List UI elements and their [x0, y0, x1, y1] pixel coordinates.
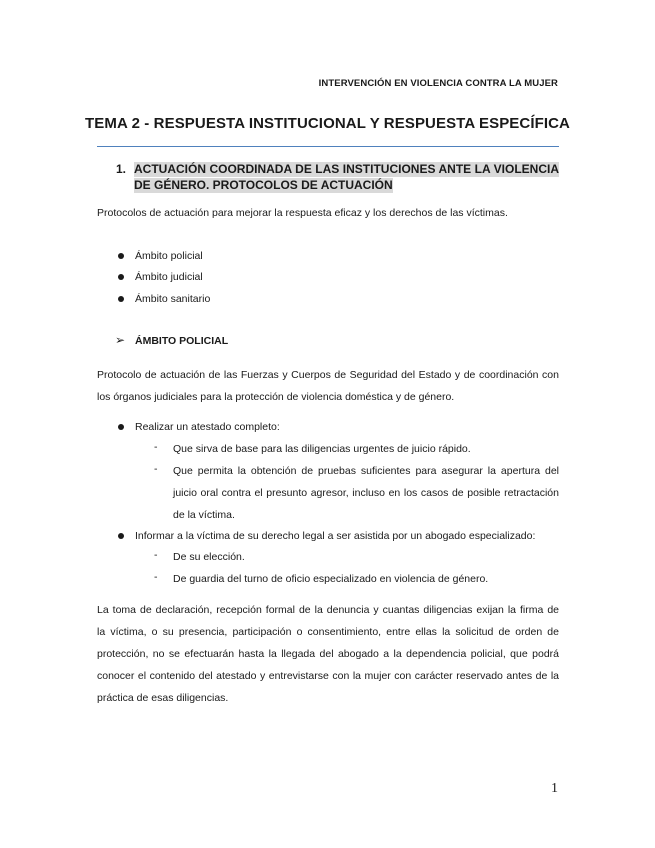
paragraph-line: los órganos judiciales para la protección de violencia doméstica y de género.	[97, 391, 455, 403]
policial-paragraph-1	[97, 364, 559, 408]
paragraph-line: de la víctima.	[173, 509, 235, 521]
bullet-icon	[118, 296, 124, 302]
dash-bullet-icon: -	[154, 571, 158, 583]
paragraph-line: protección, no se efectuarán hasta la llegada del abogado a la dependencia policial, que podrá	[97, 648, 559, 660]
paragraph-line: conocer el contenido del atestado y entrevistarse con la mujer con carácter reservado antes de la	[97, 670, 559, 682]
dash-bullet-icon: -	[154, 463, 158, 475]
dash-bullet-icon: -	[154, 549, 158, 561]
paragraph-line: Que permita la obtención de pruebas suficientes para asegurar la apertura del	[173, 465, 559, 477]
bullet-icon	[118, 424, 124, 430]
intro-paragraph	[97, 202, 559, 224]
running-header: INTERVENCIÓN EN VIOLENCIA CONTRA LA MUJER	[318, 78, 558, 89]
sub-item-juicio-rapido: Que sirva de base para las diligencias urgentes de juicio rápido.	[173, 443, 471, 455]
paragraph-line: juicio oral contra el presunto agresor, incluso en los casos de posible retractación	[173, 487, 559, 499]
arrow-bullet-icon: ➢	[115, 333, 126, 347]
sub-item-eleccion: De su elección.	[173, 551, 245, 563]
intro-text: Protocolos de actuación para mejorar la respuesta eficaz y los derechos de las víctimas.	[97, 207, 508, 219]
policial-paragraph-2	[97, 599, 559, 709]
paragraph-line: práctica de esas diligencias.	[97, 692, 229, 704]
section-heading-line-2: DE GÉNERO. PROTOCOLOS DE ACTUACIÓN	[134, 178, 393, 192]
sub-item-guardia: De guardia del turno de oficio especializado en violencia de género.	[173, 573, 489, 585]
scope-item-judicial: Ámbito judicial	[135, 271, 203, 283]
bullet-atestado: Realizar un atestado completo:	[135, 421, 280, 433]
paragraph-line: la víctima, o su presencia, participación o consentimiento, entre ellas la solicitud de orden de	[97, 626, 559, 638]
scope-item-sanitario: Ámbito sanitario	[135, 293, 211, 305]
bullet-abogado: Informar a la víctima de su derecho legal a ser asistida por un abogado especializado:	[135, 530, 536, 542]
sub-item-pruebas	[173, 460, 559, 526]
bullet-icon	[118, 253, 124, 259]
dash-bullet-icon: -	[154, 441, 158, 453]
page-title: TEMA 2 - RESPUESTA INSTITUCIONAL Y RESPUESTA ESPECÍFICA	[84, 115, 570, 132]
page-number: 1	[551, 781, 558, 796]
section-number: 1.	[116, 162, 127, 176]
bullet-icon	[118, 533, 124, 539]
title-underline	[97, 146, 559, 147]
section-heading-line-1: ACTUACIÓN COORDINADA DE LAS INSTITUCIONES ANTE LA VIOLENCIA	[134, 162, 559, 176]
scope-item-policial: Ámbito policial	[135, 250, 203, 262]
paragraph-line: Protocolo de actuación de las Fuerzas y Cuerpos de Seguridad del Estado y de coordinación con	[97, 369, 559, 381]
paragraph-line: La toma de declaración, recepción formal de la denuncia y cuantas diligencias exijan la firma de	[97, 604, 559, 616]
bullet-icon	[118, 274, 124, 280]
subsection-heading: ÁMBITO POLICIAL	[135, 335, 229, 347]
